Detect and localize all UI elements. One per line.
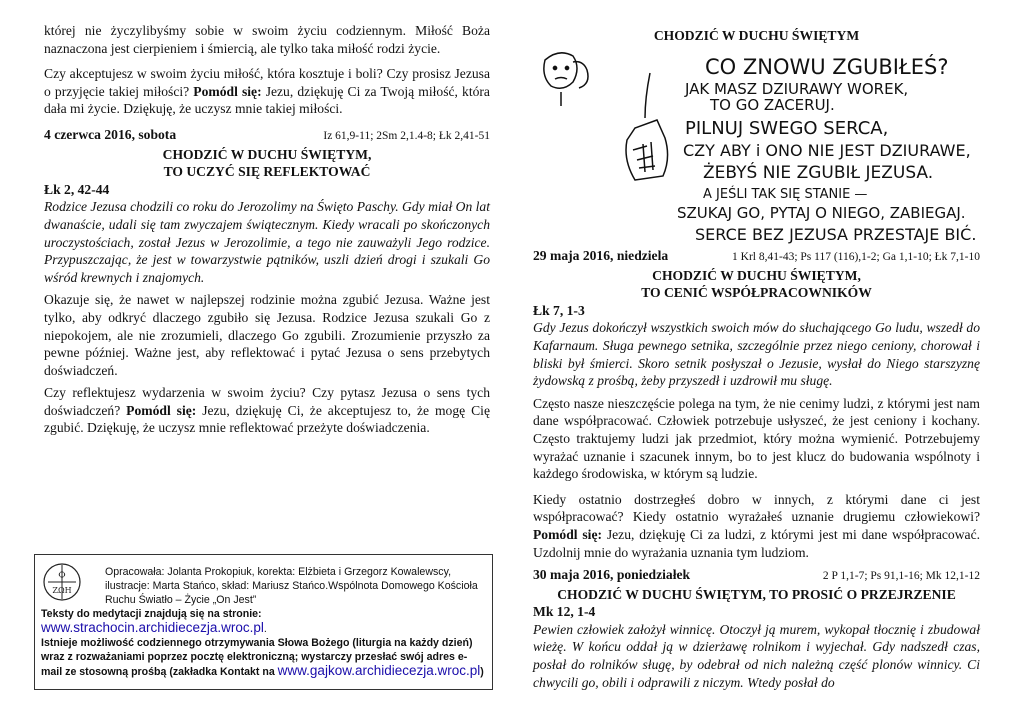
right-paragraph-reflection: Często nasze nieszczęście polega na tym, że nie cenimy ludzi, z którymi jest nam dane współpracować. Człowiek potrzebuje usłyszeć, że jest ceniony i kochany. Często traktujemy ludzi jak przedmiot, który można wymienić. Potrzebujemy wyrażać uznanie i szacunek innym, bo to jest klucz do budowania wspólnoty i każdego środowiska, w którym są ludzie.: [533, 395, 980, 482]
section-title: CHODZIĆ W DUCHU ŚWIĘTYM, TO PROSIĆ O PRZEJRZENIE: [557, 586, 956, 602]
scripture-refs: 1 Krl 8,41-43; Ps 117 (116),1-2; Ga 1,1-10; Łk 7,1-10: [732, 251, 980, 263]
prayer-text: Jezu, dziękuję Ci, że akceptujesz to, że mogę Cię zgubić. Dziękuję, że uczysz mnie reflektować przeżyte doświadczenia.: [44, 402, 490, 436]
credits-line3: Teksty do medytacji znajdują się na stronie:: [41, 608, 262, 620]
right-heading: CHODZIĆ W DUCHU ŚWIĘTYM: [653, 28, 860, 43]
question-text: Kiedy ostatnio dostrzegłeś dobro w innych, z którymi dane ci jest współpracować? Kiedy ostatnio wyrażałeś uznanie drugiemu człowiekowi?: [533, 491, 980, 525]
strachocin-link[interactable]: www.strachocin.archidiecezja.wroc.pl: [41, 620, 264, 635]
gospel-passage-ref: Łk 2, 42-44: [44, 181, 110, 197]
cartoon-line-3: TO GO ZACERUJ.: [710, 96, 835, 114]
right-column: [533, 247, 980, 691]
gospel-text: Pewien człowiek założył winnicę. Otoczył ją murem, wykopał tłocznię i zbudował wieżę. W końcu oddał ją w dzierżawę rolnikom i wyjechał. Gdy nadszedł czas, posłał do rolników sługę, by odebrał od nich należną część plonów winnicy. Ci chwycili go, obili i odprawili z niczym. Wtedy posłał do: [533, 621, 980, 690]
credits-line4: Istnieje możliwość codziennego otrzymywania Słowa Bożego (liturgia na każdy dzień) wraz z rozważaniami poprzez pocztę elektroniczną; wystarczy przesłać swój adres e-mail ze stosowną prośbą (zakładka Kontakt na: [41, 637, 473, 678]
pray-label: Pomódl się:: [193, 83, 262, 99]
date-row-may-30: [533, 566, 980, 586]
fos-zoe-logo-icon: [41, 562, 83, 602]
pray-label: Pomódl się:: [533, 526, 603, 542]
section-title-line1: CHODZIĆ W DUCHU ŚWIĘTYM,: [652, 267, 861, 283]
gospel-text: Gdy Jezus dokończył wszystkich swoich mów do słuchającego Go ludu, wszedł do Kafarnaum. Sługa pewnego setnika, szczególnie przez niego ceniony, chorował i bliski był śmierci. Skoro setnik posłyszał o Jezusie, wysłał do Niego starszyznę żydowską z prośbą, żeby przyszedł i uzdrowił mu sługę.: [533, 320, 980, 389]
credits-line2: ilustracje: Marta Stańco, skład: Mariusz Stańco.Wspólnota Domowego Kościoła Ruchu Światło – Życie „On Jest”: [105, 580, 478, 606]
link1-suffix: .: [263, 623, 267, 635]
credits-lower: [41, 607, 487, 679]
prayer-text: Jezu, dziękuję Ci za ludzi, z którymi jest mi dane współpracować. Uzdolnij mnie do wyrażania uznania tym ludziom.: [533, 526, 980, 560]
section-title-line2: TO UCZYĆ SIĘ REFLEKTOWAĆ: [163, 164, 371, 180]
left-paragraph-question: [44, 65, 490, 118]
credits-authors: [105, 565, 485, 607]
question-text: Czy reflektujesz wydarzenia w swoim życiu? Czy pytasz Jezusa o sens tych doświadczeń?: [44, 385, 490, 418]
svg-text:ΖΩΗ: ΖΩΗ: [52, 586, 72, 595]
section-title-line1: CHODZIĆ W DUCHU ŚWIĘTYM,: [162, 146, 372, 162]
gospel-passage-ref: Łk 7, 1-3: [533, 302, 585, 318]
svg-text:Φ: Φ: [58, 571, 66, 581]
gajkow-link[interactable]: www.gajkow.archidiecezja.wroc.pl: [277, 663, 481, 678]
cartoon-line-7: A JEŚLI TAK SIĘ STANIE —: [703, 187, 868, 202]
prayer-text: Jezu, dziękuję Ci za Twoją miłość, która dała mi życie. Dziękuję, że uczysz mnie takiej miłości.: [44, 83, 490, 117]
left-paragraph-intro: której nie życzylibyśmy sobie w swoim życiu codziennym. Miłość Boża naznaczona jest cierpieniem i śmiercią, ale tylko taka miłość rodzi życie.: [44, 23, 490, 56]
scripture-refs: Iz 61,9-11; 2Sm 2,1.4-8; Łk 2,41-51: [323, 129, 490, 142]
link2-suffix: ): [480, 666, 484, 678]
cartoon-text: [677, 54, 976, 244]
left-column: [44, 22, 490, 437]
gospel-passage-ref: Mk 12, 1-4: [533, 604, 596, 620]
date-label: 30 maja 2016, poniedziałek: [533, 567, 691, 583]
cartoon-line-2: JAK MASZ DZIURAWY WOREK,: [685, 80, 909, 98]
date-label: 4 czerwca 2016, sobota: [44, 126, 177, 142]
cartoon-line-5: CZY ABY i ONO NIE JEST DZIURAWE,: [683, 141, 971, 160]
cartoon-line-8: SZUKAJ GO, PYTAJ O NIEGO, ZABIEGAJ.: [677, 204, 966, 222]
credits-line1: Opracowała: Jolanta Prokopiuk, korekta: Elżbieta i Grzegorz Kowalewscy,: [105, 566, 452, 578]
scripture-refs: 2 P 1,1-7; Ps 91,1-16; Mk 12,1-12: [822, 570, 980, 583]
credits-box: [34, 554, 493, 690]
gospel-text: Rodzice Jezusa chodzili co roku do Jerozolimy na Święto Paschy. Gdy miał On lat dwanaście, udali się tam zwyczajem świątecznym. Kiedy wracali po skończonych uroczystościach, został Jezus w Jerozolimie, a tego nie zauważyli Jego rodzice. Przypuszczając, że jest w towarzystwie pątników, uszli dzień drogi i szukali Go wśród krewnych i znajomych.: [44, 199, 490, 285]
left-paragraph-question2: [44, 384, 490, 437]
cartoon-illustration: [535, 48, 985, 248]
torn-bag-drawing-icon: [626, 73, 668, 180]
pray-label: Pomódl się:: [126, 402, 197, 418]
right-paragraph-question: [533, 491, 980, 561]
cartoon-line-1: CO ZNOWU ZGUBIŁEŚ?: [705, 55, 949, 79]
cartoon-line-6: ŻEBYŚ NIE ZGUBIŁ JEZUSA.: [703, 163, 934, 183]
section-title-line2: TO CENIĆ WSPÓŁPRACOWNIKÓW: [641, 285, 872, 301]
cartoon-line-4: PILNUJ SWEGO SERCA,: [685, 118, 889, 139]
left-paragraph-reflection: Okazuje się, że nawet w najlepszej rodzinie można zgubić Jezusa. Ważne jest tylko, aby odkryć dlaczego zgubiło się Jezusa. Rodzice Jezusa szukali Go z niepokojem, ale nie zrozumieli, dlaczego Go zgubili. Zrozumienie przyszło za pewne później. Ważne jest, aby reflektować i pytać Jezusa o sens przebytych doświadczeń.: [44, 292, 490, 378]
question-text: Czy akceptujesz w swoim życiu miłość, która kosztuje i boli? Czy prosisz Jezusa o przyjęcie takiej miłości?: [44, 66, 490, 99]
date-row-june-4: [44, 126, 490, 146]
date-row-may-29: [533, 247, 980, 267]
face-drawing-icon: [544, 53, 588, 106]
cartoon-line-9: SERCE BEZ JEZUSA PRZESTAJE BIĆ.: [695, 225, 977, 244]
credits-line4-wrap: [41, 636, 487, 679]
date-label: 29 maja 2016, niedziela: [533, 248, 669, 263]
